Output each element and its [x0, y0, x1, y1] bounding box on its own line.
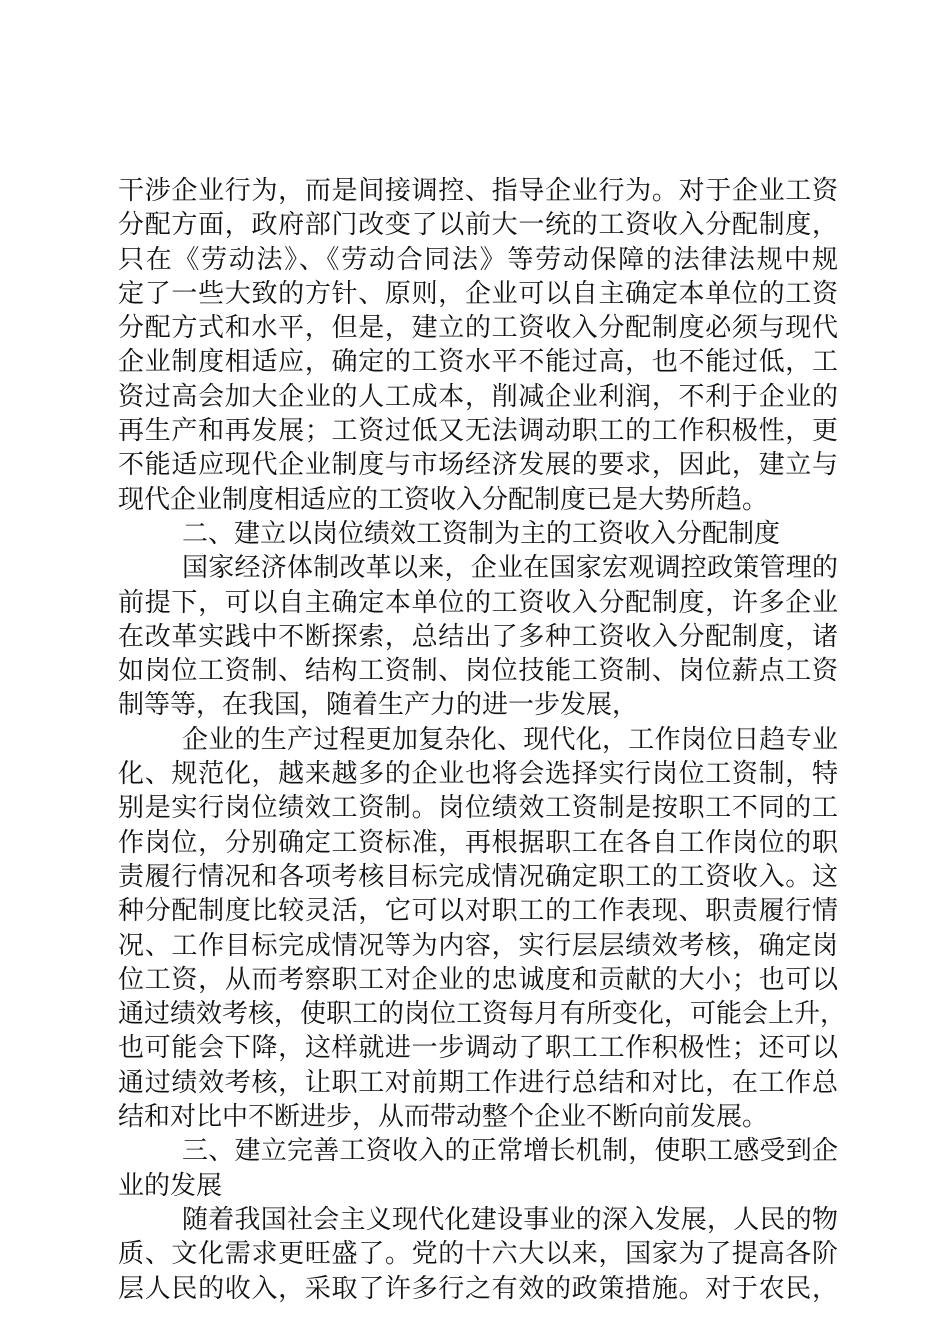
text-line: 分配方面，政府部门改变了以前大一统的工资收入分配制度， — [118, 210, 838, 241]
text-line: 只在《劳动法》、《劳动合同法》等劳动保障的法律法规中规 — [118, 244, 838, 275]
text-line: 不能适应现代企业制度与市场经济发展的要求，因此，建立与 — [118, 450, 838, 481]
text-line: 资过高会加大企业的人工成本，削减企业利润，不利于企业的 — [118, 381, 838, 412]
text-line: 再生产和再发展；工资过低又无法调动职工的工作积极性，更 — [118, 416, 838, 447]
section-heading-2: 二、建立以岗位绩效工资制为主的工资收入分配制度 — [182, 518, 781, 549]
text-line: 企业的生产过程更加复杂化、现代化，工作岗位日趋专业 — [182, 724, 838, 755]
text-line: 作岗位，分别确定工资标准，再根据职工在各自工作岗位的职 — [118, 827, 838, 858]
text-line: 在改革实践中不断探索，总结出了多种工资收入分配制度，诸 — [118, 621, 838, 652]
text-line: 国家经济体制改革以来，企业在国家宏观调控政策管理的 — [182, 553, 838, 584]
text-line: 况、工作目标完成情况等为内容，实行层层绩效考核，确定岗 — [118, 930, 838, 961]
text-line: 质、文化需求更旺盛了。党的十六大以来，国家为了提高各阶 — [118, 1239, 838, 1270]
text-line: 通过绩效考核，让职工对前期工作进行总结和对比，在工作总 — [118, 1067, 838, 1098]
text-line: 种分配制度比较灵活，它可以对职工的工作表现、职责履行情 — [118, 896, 838, 927]
text-line: 定了一些大致的方针、原则，企业可以自主确定本单位的工资 — [118, 278, 838, 309]
text-line: 制等等，在我国，随着生产力的进一步发展， — [118, 690, 639, 721]
text-line: 企业制度相适应，确定的工资水平不能过高，也不能过低，工 — [118, 347, 838, 378]
text-line: 如岗位工资制、结构工资制、岗位技能工资制、岗位薪点工资 — [118, 656, 838, 687]
text-line: 位工资，从而考察职工对企业的忠诚度和贡献的大小；也可以 — [118, 964, 838, 995]
text-line: 化、规范化，越来越多的企业也将会选择实行岗位工资制，特 — [118, 759, 838, 790]
section-heading-3-continued: 业的发展 — [118, 1170, 223, 1201]
text-line: 通过绩效考核，使职工的岗位工资每月有所变化，可能会上升， — [118, 999, 847, 1030]
text-line: 也可能会下降，这样就进一步调动了职工工作积极性；还可以 — [118, 1033, 838, 1064]
text-line: 干涉企业行为，而是间接调控、指导企业行为。对于企业工资 — [118, 176, 838, 206]
section-heading-3: 三、建立完善工资收入的正常增长机制，使职工感受到企 — [182, 1136, 838, 1167]
text-line: 结和对比中不断进步，从而带动整个企业不断向前发展。 — [118, 1102, 769, 1133]
text-line: 层人民的收入，采取了许多行之有效的政策措施。对于农民， — [118, 1273, 838, 1304]
text-line: 随着我国社会主义现代化建设事业的深入发展，人民的物 — [182, 1204, 838, 1235]
text-line: 责履行情况和各项考核目标完成情况确定职工的工资收入。这 — [118, 861, 838, 892]
document-body — [118, 174, 847, 1306]
text-line: 现代企业制度相适应的工资收入分配制度已是大势所趋。 — [118, 484, 769, 515]
text-line: 分配方式和水平，但是，建立的工资收入分配制度必须与现代 — [118, 313, 838, 344]
text-line: 前提下，可以自主确定本单位的工资收入分配制度，许多企业 — [118, 587, 838, 618]
text-line: 别是实行岗位绩效工资制。岗位绩效工资制是按职工不同的工 — [118, 793, 838, 824]
